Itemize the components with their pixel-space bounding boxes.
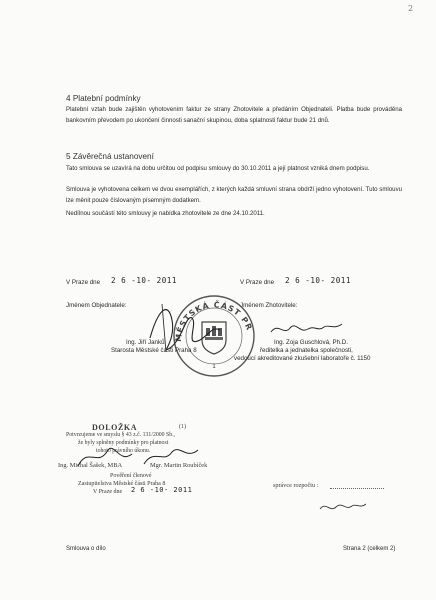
left-date-stamp: 2 6 -10- 2011	[111, 276, 177, 285]
budget-dotted-line	[330, 488, 384, 489]
left-signer-name: Ing. Jiří Janků	[126, 339, 165, 346]
budget-signature	[318, 499, 368, 515]
dolozka-date-label: V Praze dne	[93, 489, 123, 495]
left-on-behalf: Jménem Objednatele:	[66, 302, 127, 309]
dolozka-number: (1)	[179, 424, 186, 430]
right-signer-role1: ředitelka a jednatelka společnosti,	[260, 347, 353, 354]
left-date-label: V Praze dne	[66, 279, 101, 286]
right-signer-name: Ing. Zoja Guschlová, Ph.D.	[274, 339, 348, 346]
left-signer-role: Starosta Městské části Praha 8	[111, 347, 197, 354]
page-number-mark: 2	[408, 4, 414, 13]
budget-label: správce rozpočtu :	[273, 482, 319, 489]
stamp-text: MĚSTSKÁ ČÁST PRAHA 8	[166, 285, 255, 343]
dolozka-line2: že byly splněny podmínky pro platnost	[78, 440, 169, 446]
section4-heading: 4 Platební podmínky	[66, 94, 141, 103]
right-on-behalf: Jménem Zhotovitele:	[240, 302, 298, 309]
dolozka-line1: Potvrzujeme ve smyslu § 43 z.č. 131/2000 Sb.,	[66, 432, 176, 438]
dolozka-authorized1: Pověření členové	[110, 473, 152, 479]
footer-right: Strana 2 (celkem 2)	[343, 546, 396, 552]
section5-p1: Tato smlouva se uzavírá na dobu určitou od podpisu smlouvy do 30.10.2011 a její platnost vzniká dnem podpisu.	[66, 165, 370, 172]
dolozka-signer1: Ing. Michal Šašek, MBA	[58, 462, 123, 469]
footer-left: Smlouva o dílo	[66, 546, 106, 552]
dolozka-date-stamp: 2 6 -10- 2011	[131, 486, 193, 494]
right-date-label: V Praze dne	[240, 279, 275, 286]
right-signature	[268, 318, 348, 340]
right-date-stamp: 2 6 -10- 2011	[285, 276, 351, 285]
dolozka-authorized2: Zastupitelstva Městské části Praha 8	[78, 481, 166, 487]
dolozka-signer2: Mgr. Martin Roubíček	[150, 462, 208, 469]
section5-body	[66, 163, 402, 226]
section4-body	[66, 104, 402, 133]
right-signer-role2: vedoucí akreditované zkušební laboratoře č. 1150	[234, 355, 371, 362]
section5-p2: Smlouva je vyhotovena celkem ve dvou exemplářích, z kterých každá smluvní strana obdrží jedno vyhotovení. Tuto smlouvu lze měnit pouze číslovaným písemným dodatkem.	[66, 186, 402, 205]
section5-p3: Nedílnou součástí této smlouvy je nabídka zhotovitele ze dne 24.10.2011.	[66, 209, 265, 217]
dolozka-title: DOLOŽKA	[92, 423, 138, 432]
section4-text: Platební vztah bude zajištěn vyhotovením faktur ze strany Zhotovitele a předáním Objednateli. Platba bude prováděna bankovním převodem po ukončení činnosti sanační skupinou, doba splatnosti faktur bude 21 dnů.	[66, 106, 402, 125]
stamp-number: 1	[212, 363, 216, 370]
dolozka-line3: tohoto právního úkonu.	[96, 448, 151, 454]
section5-heading: 5 Závěrečná ustanovení	[66, 152, 154, 161]
